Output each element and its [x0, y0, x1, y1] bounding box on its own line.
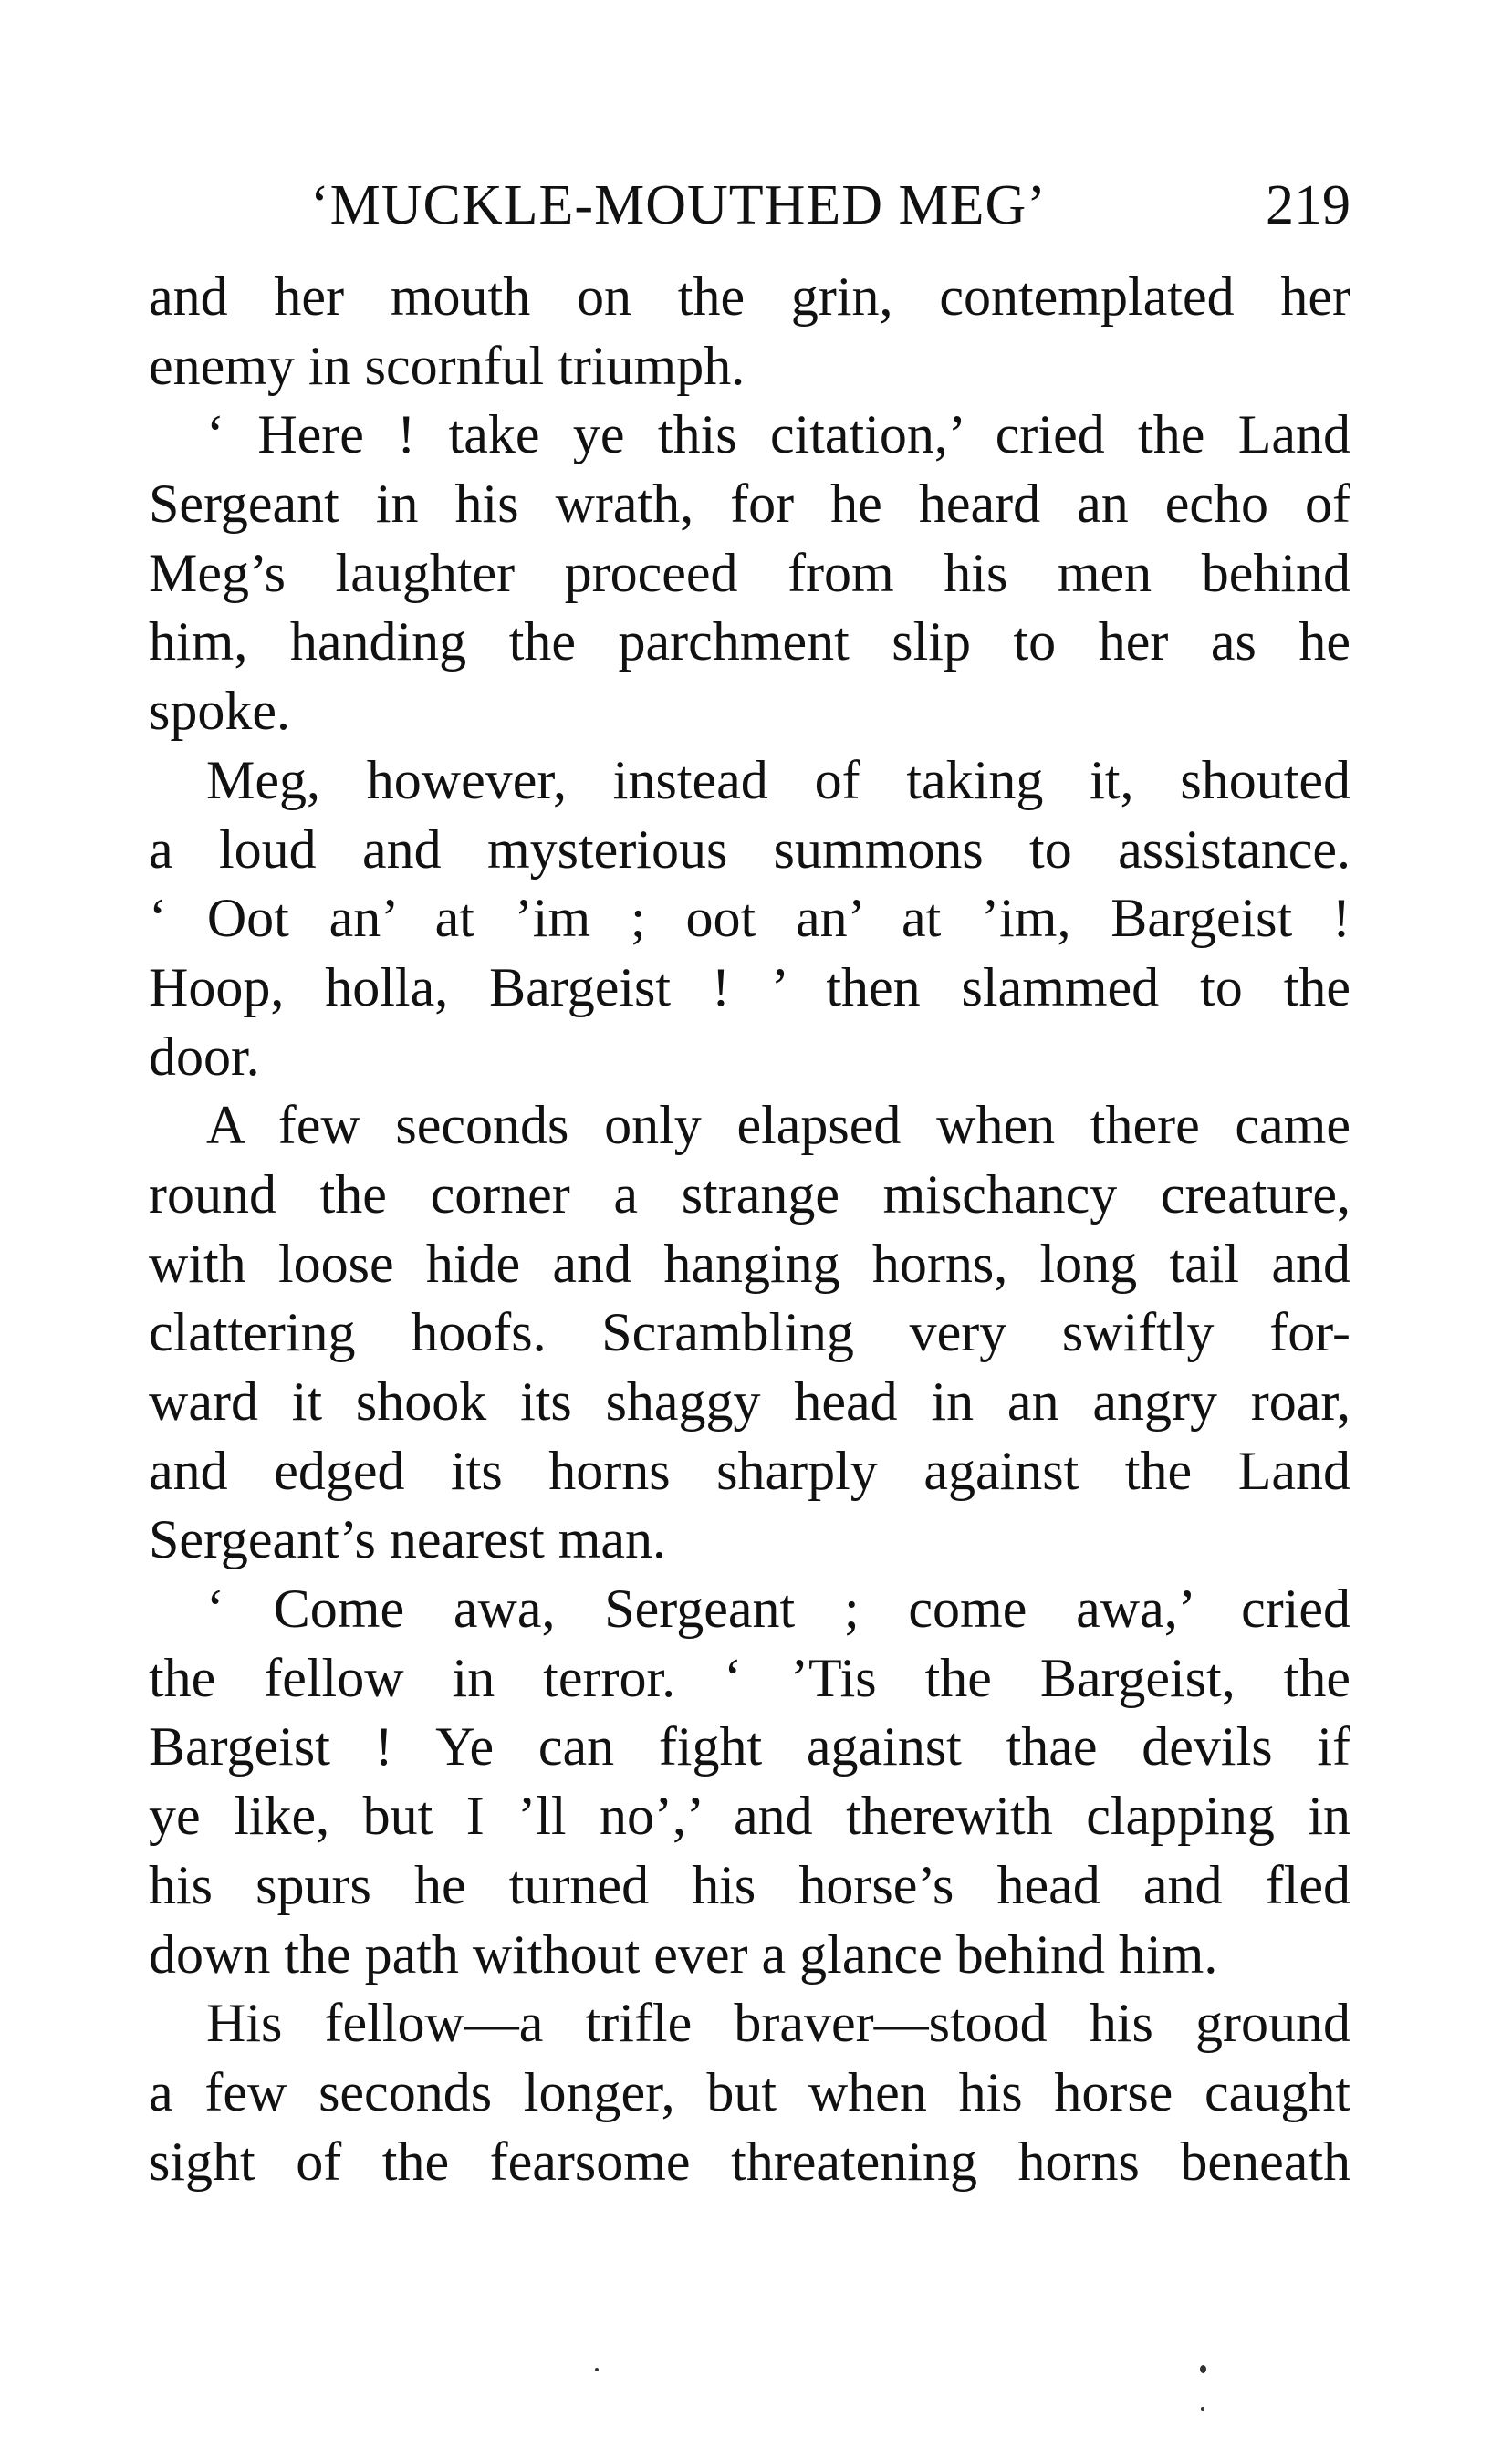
scan-speck: [1200, 2365, 1206, 2373]
text-line: His fellow—a trifle braver—stood his ground: [206, 1993, 1350, 2054]
text-line: him, handing the parchment slip to her as he: [149, 611, 1350, 672]
text-line: a loud and mysterious summons to assistance.: [149, 818, 1350, 880]
text-line: Meg, however, instead of taking it, shouted: [206, 749, 1350, 810]
text-line: Hoop, holla, Bargeist ! ’ then slammed to the: [149, 956, 1350, 1017]
text-line: down the path without ever a glance behind him.: [149, 1923, 1218, 1985]
text-line: ‘ Come awa, Sergeant ; come awa,’ cried: [206, 1579, 1350, 1640]
text-line: clattering hoofs. Scrambling very swiftly for-: [149, 1302, 1350, 1363]
text-line: A few seconds only elapsed when there came: [206, 1095, 1350, 1156]
text-line: ‘ Oot an’ at ’im ; oot an’ at ’im, Bargeist !: [149, 888, 1350, 949]
text-line: ‘ Here ! take ye this citation,’ cried the Land: [206, 404, 1350, 465]
scan-speck: [1201, 2407, 1204, 2411]
text-line: his spurs he turned his horse’s head and fled: [149, 1854, 1350, 1915]
page-number: 219: [1266, 174, 1350, 236]
running-head: [310, 169, 1350, 242]
text-line: and her mouth on the grin, contemplated her: [149, 266, 1350, 327]
text-line: with loose hide and hanging horns, long tail and: [149, 1233, 1350, 1294]
text-line: sight of the fearsome threatening horns beneath: [149, 2131, 1350, 2192]
text-line: Bargeist ! Ye can fight against thae devils if: [149, 1716, 1350, 1777]
text-line: ward it shook its shaggy head in an angry roar,: [149, 1371, 1350, 1432]
text-line: door.: [149, 1026, 260, 1087]
scan-speck: [595, 2368, 599, 2371]
body-text: [149, 263, 1350, 2196]
text-line: a few seconds longer, but when his horse caught: [149, 2061, 1350, 2122]
text-line: and edged its horns sharply against the Land: [149, 1440, 1350, 1501]
text-line: ye like, but I ’ll no’,’ and therewith clapping in: [149, 1786, 1350, 1847]
text-line: enemy in scornful triumph.: [149, 335, 746, 396]
text-line: Meg’s laughter proceed from his men behind: [149, 542, 1350, 603]
text-line: the fellow in terror. ‘ ’Tis the Bargeist, the: [149, 1647, 1350, 1708]
text-line: round the corner a strange mischancy creature,: [149, 1163, 1350, 1225]
text-line: Sergeant in his wrath, for he heard an echo of: [149, 474, 1350, 535]
text-line: spoke.: [149, 681, 290, 742]
text-line: Sergeant’s nearest man.: [149, 1509, 667, 1570]
running-title: ‘MUCKLE-MOUTHED MEG’: [310, 174, 1047, 236]
